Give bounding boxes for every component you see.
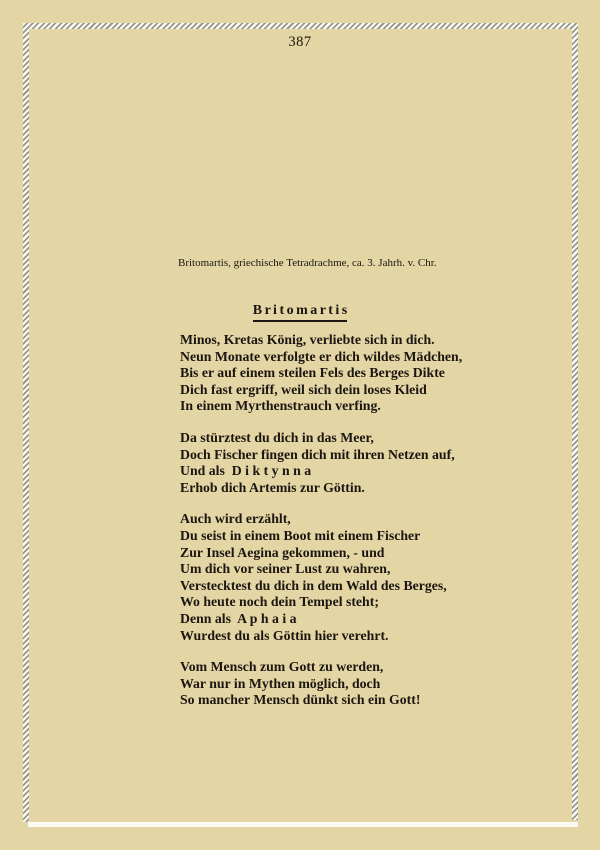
poem-line: Auch wird erzählt, <box>180 511 291 527</box>
decorative-border-right <box>572 23 578 820</box>
poem-line: Wurdest du als Göttin hier verehrt. <box>180 627 389 643</box>
poem-line: In einem Myrthenstrauch verfing. <box>180 398 381 414</box>
poem-line: Zur Insel Aegina gekommen, - und <box>180 544 385 560</box>
poem-line: Vom Mensch zum Gott zu werden, <box>180 659 384 675</box>
poem-title: B r i t o m a r t i s <box>253 303 347 322</box>
page-number: 387 <box>288 34 312 50</box>
poem-stanzas <box>180 332 462 709</box>
poem-line: Bis er auf einem steilen Fels des Berges Dikte <box>180 365 445 381</box>
poem-line: Wo heute noch dein Tempel steht; <box>180 594 379 610</box>
poem-stanza <box>180 659 462 709</box>
decorative-border-top <box>23 23 578 29</box>
figure-caption: Britomartis, griechische Tetradrachme, ca. 3. Jahrh. v. Chr. <box>178 257 437 269</box>
poem-title-row <box>0 301 600 322</box>
poem-line: War nur in Mythen möglich, doch <box>180 675 381 691</box>
poem-stanza <box>180 332 462 415</box>
poem-line: Denn als A p h a i a <box>180 610 297 626</box>
poem <box>180 332 462 709</box>
poem-stanza <box>180 511 462 644</box>
poem-line: Doch Fischer fingen dich mit ihren Netzen auf, <box>180 446 455 462</box>
poem-line: So mancher Mensch dünkt sich ein Gott! <box>180 692 421 708</box>
poem-line: Du seist in einem Boot mit einem Fischer <box>180 527 421 543</box>
decorative-border-left <box>23 23 29 822</box>
poem-line: Erhob dich Artemis zur Göttin. <box>180 479 365 495</box>
decorative-border-bottom <box>28 822 578 827</box>
poem-line: Da stürztest du dich in das Meer, <box>180 429 374 445</box>
poem-line: Und als D i k t y n n a <box>180 463 312 479</box>
poem-line: Um dich vor seiner Lust zu wahren, <box>180 561 391 577</box>
poem-line: Minos, Kretas König, verliebte sich in dich. <box>180 332 435 347</box>
poem-line: Neun Monate verfolgte er dich wildes Mädchen, <box>180 348 463 364</box>
poem-stanza <box>180 430 462 496</box>
poem-line: Dich fast ergriff, weil sich dein loses Kleid <box>180 381 427 397</box>
poem-line: Verstecktest du dich in dem Wald des Berges, <box>180 577 447 593</box>
